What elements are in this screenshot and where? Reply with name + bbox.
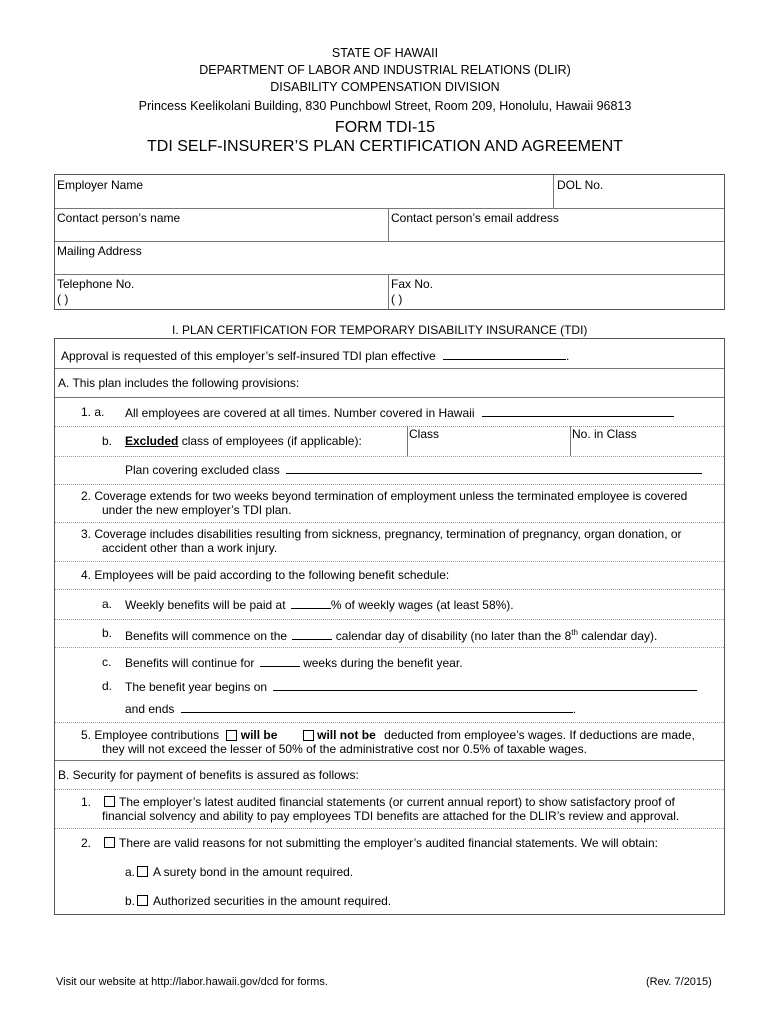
item-3-line-2: accident other than a work injury.	[102, 541, 278, 555]
item-b2a-label: a.	[125, 865, 136, 879]
item-4-text: 4. Employees will be paid according to the following benefit schedule:	[81, 568, 450, 582]
employer-name-field[interactable]	[55, 175, 553, 208]
item-b2a-text: A surety bond in the amount required.	[153, 865, 354, 879]
item-2-line-1: 2. Coverage extends for two weeks beyond termination of employment unless the terminated employee is covered	[81, 489, 688, 503]
item-4c-text: Benefits will continue for weeks during the benefit year.	[125, 656, 463, 670]
form-number: FORM TDI-15	[334, 119, 436, 136]
division-heading: DISABILITY COMPENSATION DIVISION	[270, 80, 500, 94]
valid-reasons-checkbox[interactable]	[104, 837, 115, 848]
item-b1-number: 1.	[81, 795, 92, 809]
contact-name-label: Contact person’s name	[57, 211, 181, 225]
surety-bond-checkbox[interactable]	[137, 866, 148, 877]
employer-name-label: Employer Name	[57, 178, 144, 192]
section-1-heading: I. PLAN CERTIFICATION FOR TEMPORARY DISABILITY INSURANCE (TDI)	[172, 323, 588, 337]
continue-weeks-field[interactable]	[260, 655, 300, 667]
office-address: Princess Keelikolani Building, 830 Punchbowl Street, Room 209, Honolulu, Hawaii 96813	[138, 99, 632, 113]
benefit-year-begin-field[interactable]	[273, 679, 697, 691]
item-2-line-2: under the new employer’s TDI plan.	[102, 503, 292, 517]
dol-no-field[interactable]	[554, 175, 724, 208]
telephone-area-code: ( )	[57, 292, 69, 306]
effective-date-field[interactable]	[443, 348, 566, 360]
commence-day-field[interactable]	[292, 628, 332, 640]
fax-area-code: ( )	[391, 292, 403, 306]
item-5-line-1: 5. Employee contributions will be will not be deducted from employee’s wages. If deductions are made,	[81, 728, 695, 742]
financial-statements-checkbox[interactable]	[104, 796, 115, 807]
state-heading: STATE OF HAWAII	[331, 46, 439, 60]
section-a-intro: A. This plan includes the following provisions:	[58, 376, 300, 390]
item-1a-text: All employees are covered at all times. Number covered in Hawaii	[125, 405, 674, 420]
item-b1-line-1: The employer’s latest audited financial statements (or current annual report) to show satisfactory proof of	[119, 795, 675, 809]
contact-name-field[interactable]	[55, 209, 388, 241]
benefit-year-end-field[interactable]	[181, 701, 573, 713]
authorized-securities-checkbox[interactable]	[137, 895, 148, 906]
form-title: TDI SELF-INSURER’S PLAN CERTIFICATION AND AGREEMENT	[147, 138, 623, 155]
fax-field[interactable]	[389, 275, 724, 309]
item-4d-ends-text: and ends .	[125, 702, 577, 716]
item-b2-text: There are valid reasons for not submitting the employer’s audited financial statements. We will obtain:	[119, 836, 658, 850]
class-header: Class	[409, 427, 440, 441]
item-b2-number: 2.	[81, 836, 92, 850]
will-be-checkbox[interactable]	[226, 730, 237, 741]
item-4b-text: Benefits will commence on the calendar day of disability (no later than the 8th calendar day).	[125, 628, 658, 643]
plan-covering-field[interactable]	[286, 462, 702, 474]
fax-label: Fax No.	[391, 277, 434, 291]
plan-covering-text: Plan covering excluded class	[125, 462, 702, 477]
item-4c-number: c.	[102, 655, 112, 669]
footer-website: Visit our website at http://labor.hawaii.gov/dcd for forms.	[56, 976, 328, 988]
telephone-field[interactable]	[55, 275, 388, 309]
item-3-line-1: 3. Coverage includes disabilities resulting from sickness, pregnancy, termination of pregnancy, organ donation, or	[81, 527, 682, 541]
employer-info-table	[54, 174, 725, 310]
item-b2b-text: Authorized securities in the amount required.	[153, 894, 392, 908]
contact-email-label: Contact person’s email address	[391, 211, 559, 225]
item-1a-number: 1. a.	[81, 405, 105, 419]
item-1b-text: Excluded class of employees (if applicable):	[125, 434, 362, 448]
footer-revision: (Rev. 7/2015)	[646, 976, 712, 988]
will-not-be-checkbox[interactable]	[303, 730, 314, 741]
contact-email-field[interactable]	[389, 209, 724, 241]
plan-certification-table	[54, 338, 725, 915]
item-b1-line-2: financial solvency and ability to pay employees TDI benefits are attached for the DLIR’s review and approval.	[102, 809, 680, 823]
section-b-intro: B. Security for payment of benefits is assured as follows:	[58, 768, 359, 782]
no-in-class-header: No. in Class	[572, 427, 637, 441]
no-in-class-field[interactable]	[571, 427, 724, 456]
item-4a-number: a.	[102, 597, 113, 611]
item-b2b-label: b.	[125, 894, 136, 908]
item-4a-text: Weekly benefits will be paid at % of weekly wages (at least 58%).	[125, 598, 514, 612]
item-4d-text: The benefit year begins on	[125, 679, 697, 694]
telephone-label: Telephone No.	[57, 277, 135, 291]
item-4d-number: d.	[102, 679, 113, 693]
department-heading: DEPARTMENT OF LABOR AND INDUSTRIAL RELATIONS (DLIR)	[199, 63, 571, 77]
item-5-line-2: they will not exceed the lesser of 50% of the administrative cost nor 0.5% of taxable wages.	[102, 742, 587, 756]
item-1b-number: b.	[102, 434, 113, 448]
item-4b-number: b.	[102, 626, 113, 640]
class-field[interactable]	[408, 427, 570, 456]
dol-no-label: DOL No.	[557, 178, 604, 192]
number-covered-field[interactable]	[482, 405, 674, 417]
weekly-percent-field[interactable]	[291, 597, 331, 609]
mailing-address-field[interactable]	[55, 242, 724, 274]
mailing-address-label: Mailing Address	[57, 244, 142, 258]
approval-text: Approval is requested of this employer’s self-insured TDI plan effective .	[61, 349, 570, 363]
